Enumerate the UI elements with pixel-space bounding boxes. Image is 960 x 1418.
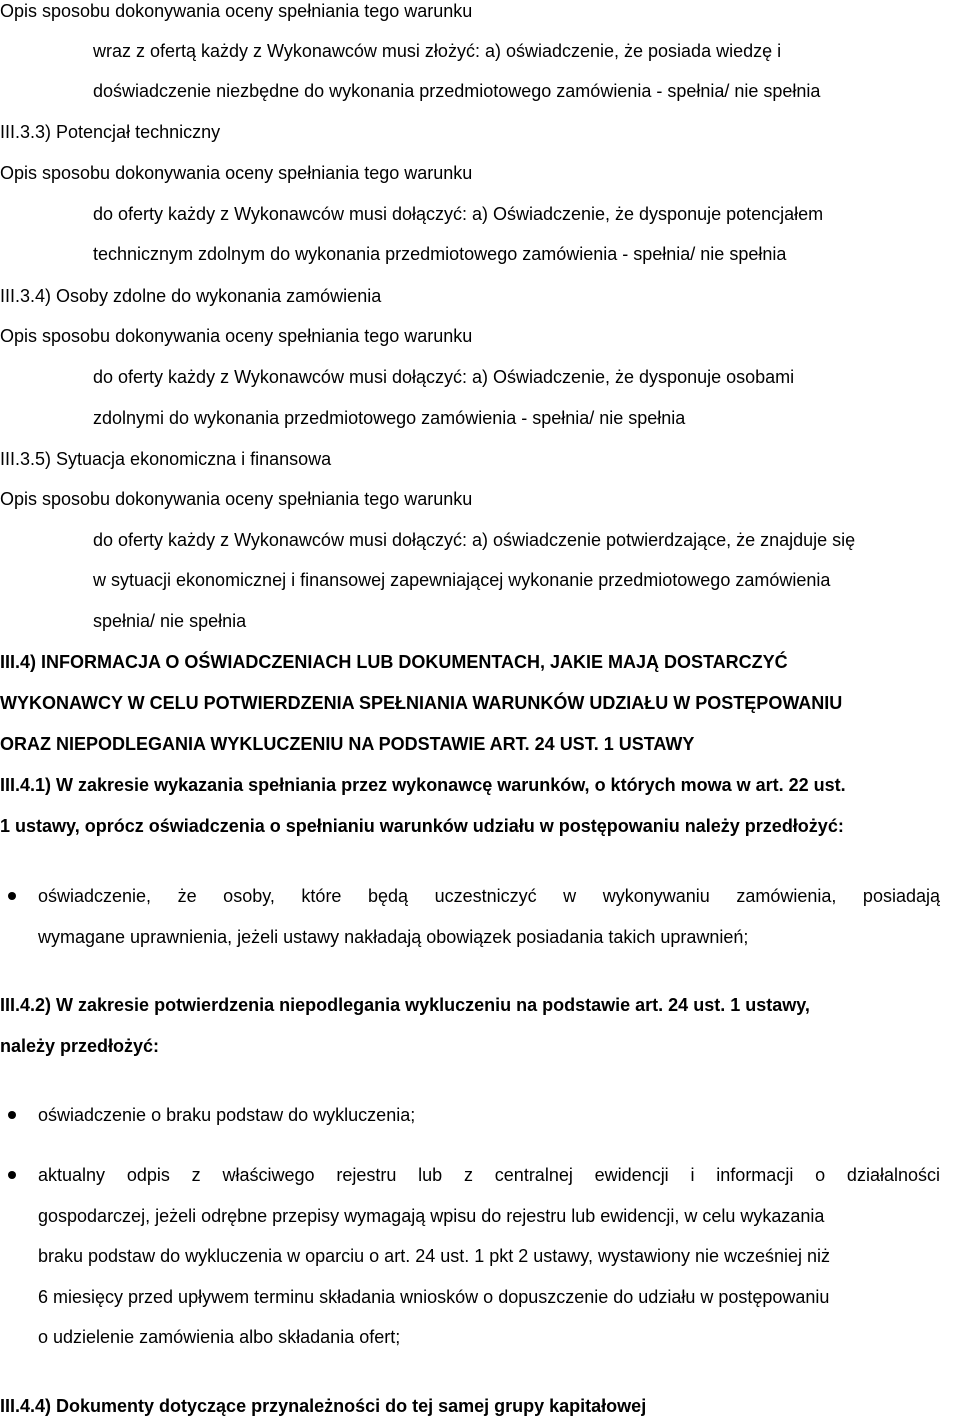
list-item-line: o udzielenie zamówienia albo składania ofert; [38,1327,401,1347]
paragraph-line: spełnia/ nie spełnia [93,611,247,631]
section-heading-iii-4-2: III.4.2) W zakresie potwierdzenia niepodlegania wykluczeniu na podstawie art. 24 ust. 1 ustawy, [0,995,810,1015]
list-item-line: wymagane uprawnienia, jeżeli ustawy nakładają obowiązek posiadania takich uprawnień; [38,927,749,947]
list-item-line: aktualny odpis z właściwego rejestru lub z centralnej ewidencji i informacji o działalności [38,1165,940,1185]
paragraph-line: zdolnymi do wykonania przedmiotowego zamówienia - spełnia/ nie spełnia [93,408,686,428]
section-heading-iii-4-cont: WYKONAWCY W CELU POTWIERDZENIA SPEŁNIANIA WARUNKÓW UDZIAŁU W POSTĘPOWANIU [0,693,843,713]
opis-heading-1: Opis sposobu dokonywania oceny spełniania tego warunku [0,1,473,21]
paragraph-line: do oferty każdy z Wykonawców musi dołączyć: a) Oświadczenie, że dysponuje potencjałem [93,204,824,224]
opis-heading-4: Opis sposobu dokonywania oceny spełniania tego warunku [0,489,473,509]
section-heading-iii-4-1: III.4.1) W zakresie wykazania spełniania przez wykonawcę warunków, o których mowa w art. 22 ust. [0,775,846,795]
section-heading-iii-4-1-cont: 1 ustawy, oprócz oświadczenia o spełnianiu warunków udziału w postępowaniu należy przedłożyć: [0,816,844,836]
list-item-line: gospodarczej, jeżeli odrębne przepisy wymagają wpisu do rejestru lub ewidencji, w celu wykazania [38,1206,825,1226]
section-heading-iii-3-4: III.3.4) Osoby zdolne do wykonania zamówienia [0,286,382,306]
paragraph-line: do oferty każdy z Wykonawców musi dołączyć: a) oświadczenie potwierdzające, że znajduje się [93,530,856,550]
bullet-icon [8,1171,16,1179]
section-heading-iii-3-3: III.3.3) Potencjał techniczny [0,122,221,142]
list-item-line: oświadczenie, że osoby, które będą uczestniczyć w wykonywaniu zamówienia, posiadają [38,886,940,906]
list-item-line: 6 miesięcy przed upływem terminu składania wniosków o dopuszczenie do udziału w postępowaniu [38,1287,830,1307]
paragraph-line: technicznym zdolnym do wykonania przedmiotowego zamówienia - spełnia/ nie spełnia [93,244,787,264]
opis-heading-3: Opis sposobu dokonywania oceny spełniania tego warunku [0,326,473,346]
section-heading-iii-4-2-cont: należy przedłożyć: [0,1036,160,1056]
paragraph-line: doświadczenie niezbędne do wykonania przedmiotowego zamówienia - spełnia/ nie spełnia [93,81,821,101]
list-item-line: oświadczenie o braku podstaw do wykluczenia; [38,1105,416,1125]
paragraph-line: w sytuacji ekonomicznej i finansowej zapewniającej wykonanie przedmiotowego zamówienia [93,570,831,590]
section-heading-iii-4: III.4) INFORMACJA O OŚWIADCZENIACH LUB DOKUMENTACH, JAKIE MAJĄ DOSTARCZYĆ [0,652,788,672]
paragraph-line: wraz z ofertą każdy z Wykonawców musi złożyć: a) oświadczenie, że posiada wiedzę i [93,41,782,61]
section-heading-iii-4-4: III.4.4) Dokumenty dotyczące przynależności do tej samej grupy kapitałowej [0,1396,647,1416]
bullet-icon [8,892,16,900]
list-item-line: braku podstaw do wykluczenia w oparciu o art. 24 ust. 1 pkt 2 ustawy, wystawiony nie wcześniej niż [38,1246,831,1266]
section-heading-iii-3-5: III.3.5) Sytuacja ekonomiczna i finansowa [0,449,332,469]
section-heading-iii-4-cont: ORAZ NIEPODLEGANIA WYKLUCZENIU NA PODSTAWIE ART. 24 UST. 1 USTAWY [0,734,695,754]
opis-heading-2: Opis sposobu dokonywania oceny spełniania tego warunku [0,163,473,183]
paragraph-line: do oferty każdy z Wykonawców musi dołączyć: a) Oświadczenie, że dysponuje osobami [93,367,795,387]
bullet-icon [8,1111,16,1119]
